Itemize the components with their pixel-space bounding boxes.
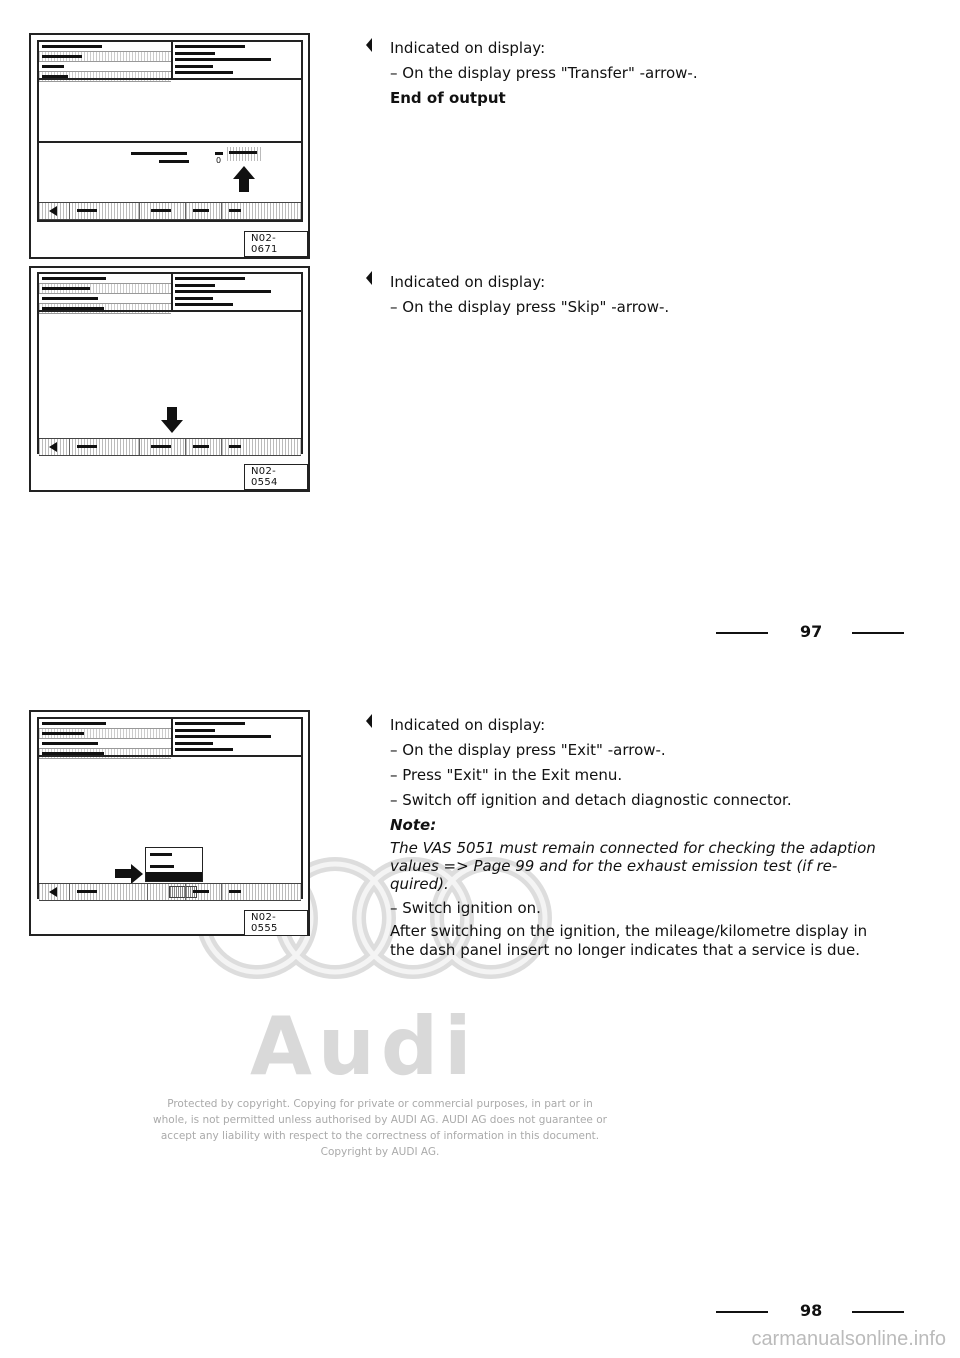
bullet-arrow-icon [366, 38, 372, 52]
step: – Press "Exit" in the Exit menu. [390, 766, 623, 784]
figure-code: N02-0555 [244, 910, 308, 936]
toolbar [39, 202, 301, 220]
heading: Indicated on display: [390, 39, 546, 57]
exit-item-selected [146, 872, 202, 881]
text-block-1 [390, 37, 910, 109]
page-rule-right [852, 632, 904, 634]
text-block-3 [390, 714, 890, 960]
text-block-2 [390, 271, 910, 318]
header-right-panel [173, 42, 301, 78]
tester-display [37, 717, 303, 899]
figure-transfer-screen [29, 33, 310, 259]
bullet-arrow-icon [366, 714, 372, 728]
end-of-output: End of output [390, 89, 506, 107]
footer-url[interactable]: carmanualsonline.info [751, 1328, 946, 1350]
page-rule-right [852, 1311, 904, 1313]
transfer-field [227, 147, 261, 161]
back-arrow-icon [49, 206, 57, 216]
back-arrow-icon [49, 887, 57, 897]
bullet-arrow-icon [366, 271, 372, 285]
header-left-panel [39, 274, 173, 310]
audi-logo-text: Audi [250, 1000, 478, 1093]
step: – Switch off ignition and detach diagnostic connector. [390, 791, 792, 809]
page-rule-left [716, 1311, 768, 1313]
page-rule-left [716, 632, 768, 634]
note-label: Note: [390, 816, 437, 834]
back-arrow-icon [49, 442, 57, 452]
header-right-panel [173, 719, 301, 755]
toolbar [39, 438, 301, 456]
arrow-up-icon [233, 166, 255, 179]
page-number: 98 [800, 1301, 823, 1320]
header-left-panel [39, 42, 173, 78]
step: – On the display press "Transfer" -arrow-. [390, 64, 698, 82]
header-left-panel [39, 719, 173, 755]
step: – Switch ignition on. [390, 899, 541, 917]
page-number: 97 [800, 622, 823, 641]
paragraph: After switching on the ignition, the mileage/kilometre display in the dash panel insert no longer indicates that a service is due. [390, 922, 868, 959]
note-text: The VAS 5051 must remain connected for checking the adaption values => Page 99 and for the exhaust emission test (if re-quired). [390, 839, 876, 893]
header-right-panel [173, 274, 301, 310]
toolbar [39, 883, 301, 901]
step: – On the display press "Skip" -arrow-. [390, 298, 670, 316]
step: – On the display press "Exit" -arrow-. [390, 741, 666, 759]
arrow-right-icon [131, 864, 143, 884]
heading: Indicated on display: [390, 716, 546, 734]
tester-display [37, 272, 303, 454]
arrow-down-icon [161, 420, 183, 433]
figure-skip-screen [29, 266, 310, 492]
tester-display: 0 [37, 40, 303, 222]
figure-exit-screen [29, 710, 310, 936]
figure-code: N02-0671 [244, 231, 308, 257]
figure-code: N02-0554 [244, 464, 308, 490]
heading: Indicated on display: [390, 273, 546, 291]
copyright-notice: Protected by copyright. Copying for private or commercial purposes, in part or in whole, is not permitted unless authorised by AUDI AG. AUDI AG does not guarantee or accept any liability with respect to the correctness of information in this document. Copyright by AUDI AG. [153, 1098, 607, 1158]
exit-menu [145, 847, 203, 882]
